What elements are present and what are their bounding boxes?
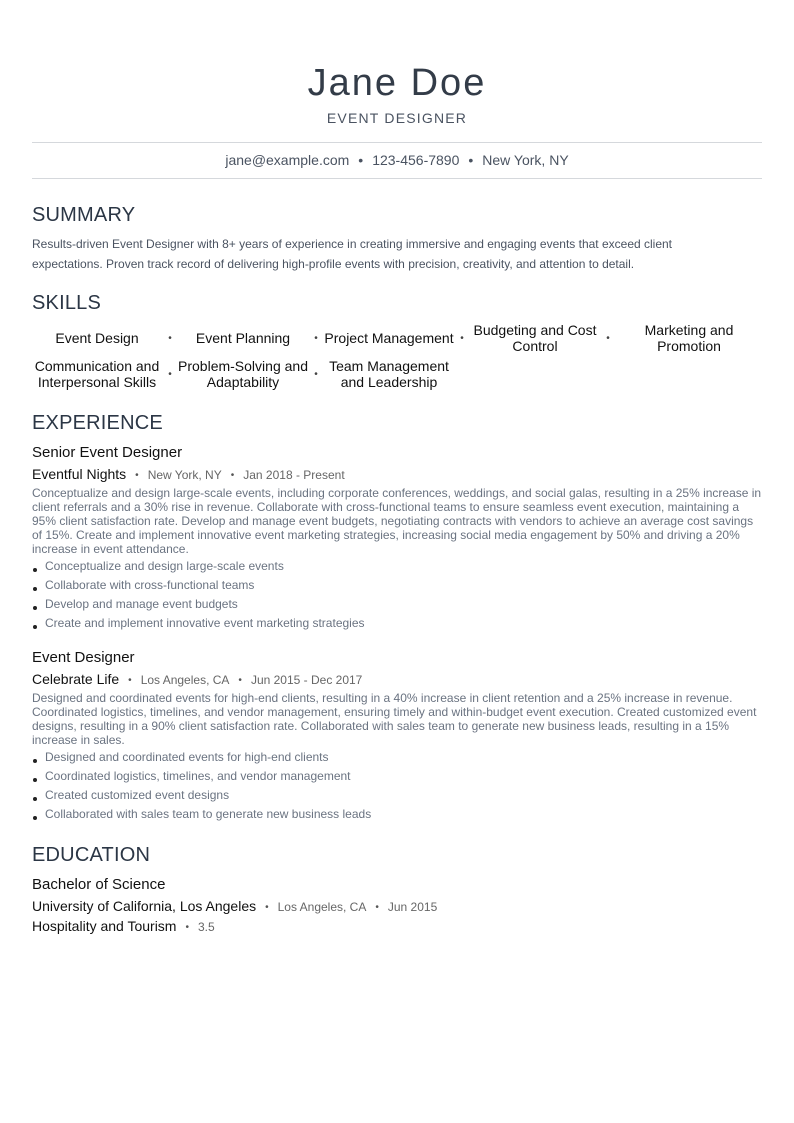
list-item: Develop and manage event budgets [32,595,732,614]
education-date: Jun 2015 [387,900,438,914]
job-bullets [32,748,732,824]
candidate-role: EVENT DESIGNER [326,110,468,126]
list-item: Designed and coordinated events for high-end clients [32,748,732,767]
job-location: Los Angeles, CA [140,673,230,687]
contact-location: New York, NY [482,152,569,168]
job-title: Senior Event Designer [32,444,183,461]
education-heading: EDUCATION [32,844,151,866]
job-description: Conceptualize and design large-scale events, including corporate conferences, weddings, and social galas, resulting in a 25% increase in client referrals and a 30% rise in revenue. Collaborate with cross-functional teams to ensure seamless event execution, maintaining a 95% client satisfaction rate. Develop and manage event budgets, negotiating contracts with vendors to achieve an average cost savings of 15%. Create and implement innovative event marketing strategies, increasing social media engagement by 50% and driving a 20% increase in event attendance. [32,486,762,556]
contact-email[interactable]: jane@example.com [225,152,350,168]
separator-dot: • [128,675,132,686]
separator-dot: • [135,470,139,481]
skill-item: Problem-Solving and Adaptability [178,358,308,390]
separator-dot: • [606,332,610,344]
education-major: Hospitality and Tourism [32,918,177,934]
job-description: Designed and coordinated events for high-end clients, resulting in a 40% increase in client retention and a 25% increase in revenue. Coordinated logistics, timelines, and vendor management, ensuring timely and within-budget event execution. Created customized event designs, resulting in a 90% client satisfaction rate. Collaborated with sales team to generate new business leads, resulting in a 15% increase in sales. [32,691,757,747]
skill-item: Team Management and Leadership [329,358,449,390]
separator-dot: • [468,152,474,168]
education-degree: Bachelor of Science [32,876,166,893]
list-item: Created customized event designs [32,786,732,805]
skills-row [32,322,762,354]
education-school: University of California, Los Angeles [32,898,257,914]
job-title: Event Designer [32,649,135,666]
skills-heading: SKILLS [32,292,102,314]
job-company: Celebrate Life [32,671,120,687]
job-company: Eventful Nights [32,466,127,482]
skill-item: Budgeting and Cost Control [473,322,597,354]
education-gpa: 3.5 [198,920,215,934]
header-divider-top [32,142,762,143]
list-item: Coordinated logistics, timelines, and vendor management [32,767,732,786]
contact-line [32,152,762,168]
education-location: Los Angeles, CA [277,900,367,914]
separator-dot: • [375,902,379,913]
contact-phone[interactable]: 123-456-7890 [372,152,460,168]
separator-dot: • [460,332,464,344]
job-bullets [32,557,732,633]
education-meta [32,898,437,914]
job-dates: Jun 2015 - Dec 2017 [250,673,363,687]
separator-dot: • [265,902,269,913]
separator-dot: • [230,470,235,481]
list-item: Collaborated with sales team to generate new business leads [32,805,732,824]
list-item: Collaborate with cross-functional teams [32,576,732,595]
skill-item: Project Management [324,330,454,346]
separator-dot: • [185,922,189,933]
list-item: Create and implement innovative event marketing strategies [32,614,732,633]
separator-dot: • [168,368,172,380]
summary-text: Results-driven Event Designer with 8+ years of experience in creating immersive and engaging events that exceed client expectations. Proven track record of delivering high-profile events with precision, creativity, and attention to detail. [32,237,673,271]
header-divider-bottom [32,178,762,179]
list-item: Conceptualize and design large-scale events [32,557,732,576]
separator-dot: • [358,152,364,168]
separator-dot: • [238,675,242,686]
education-major-line [32,918,215,934]
separator-dot: • [314,332,318,344]
experience-heading: EXPERIENCE [32,412,163,434]
skill-item: Event Design [55,330,139,346]
job-dates: Jan 2018 - Present [243,468,345,482]
candidate-name: Jane Doe [307,62,487,104]
skill-item: Event Planning [195,330,291,346]
separator-dot: • [168,332,172,344]
skill-item: Marketing and Promotion [644,322,734,354]
job-meta [32,671,362,687]
job-location: New York, NY [147,468,222,482]
job-meta [32,466,345,482]
separator-dot: • [314,368,318,380]
summary-heading: SUMMARY [32,204,136,226]
skill-item: Communication and Interpersonal Skills [34,358,160,390]
skills-row [32,358,454,390]
